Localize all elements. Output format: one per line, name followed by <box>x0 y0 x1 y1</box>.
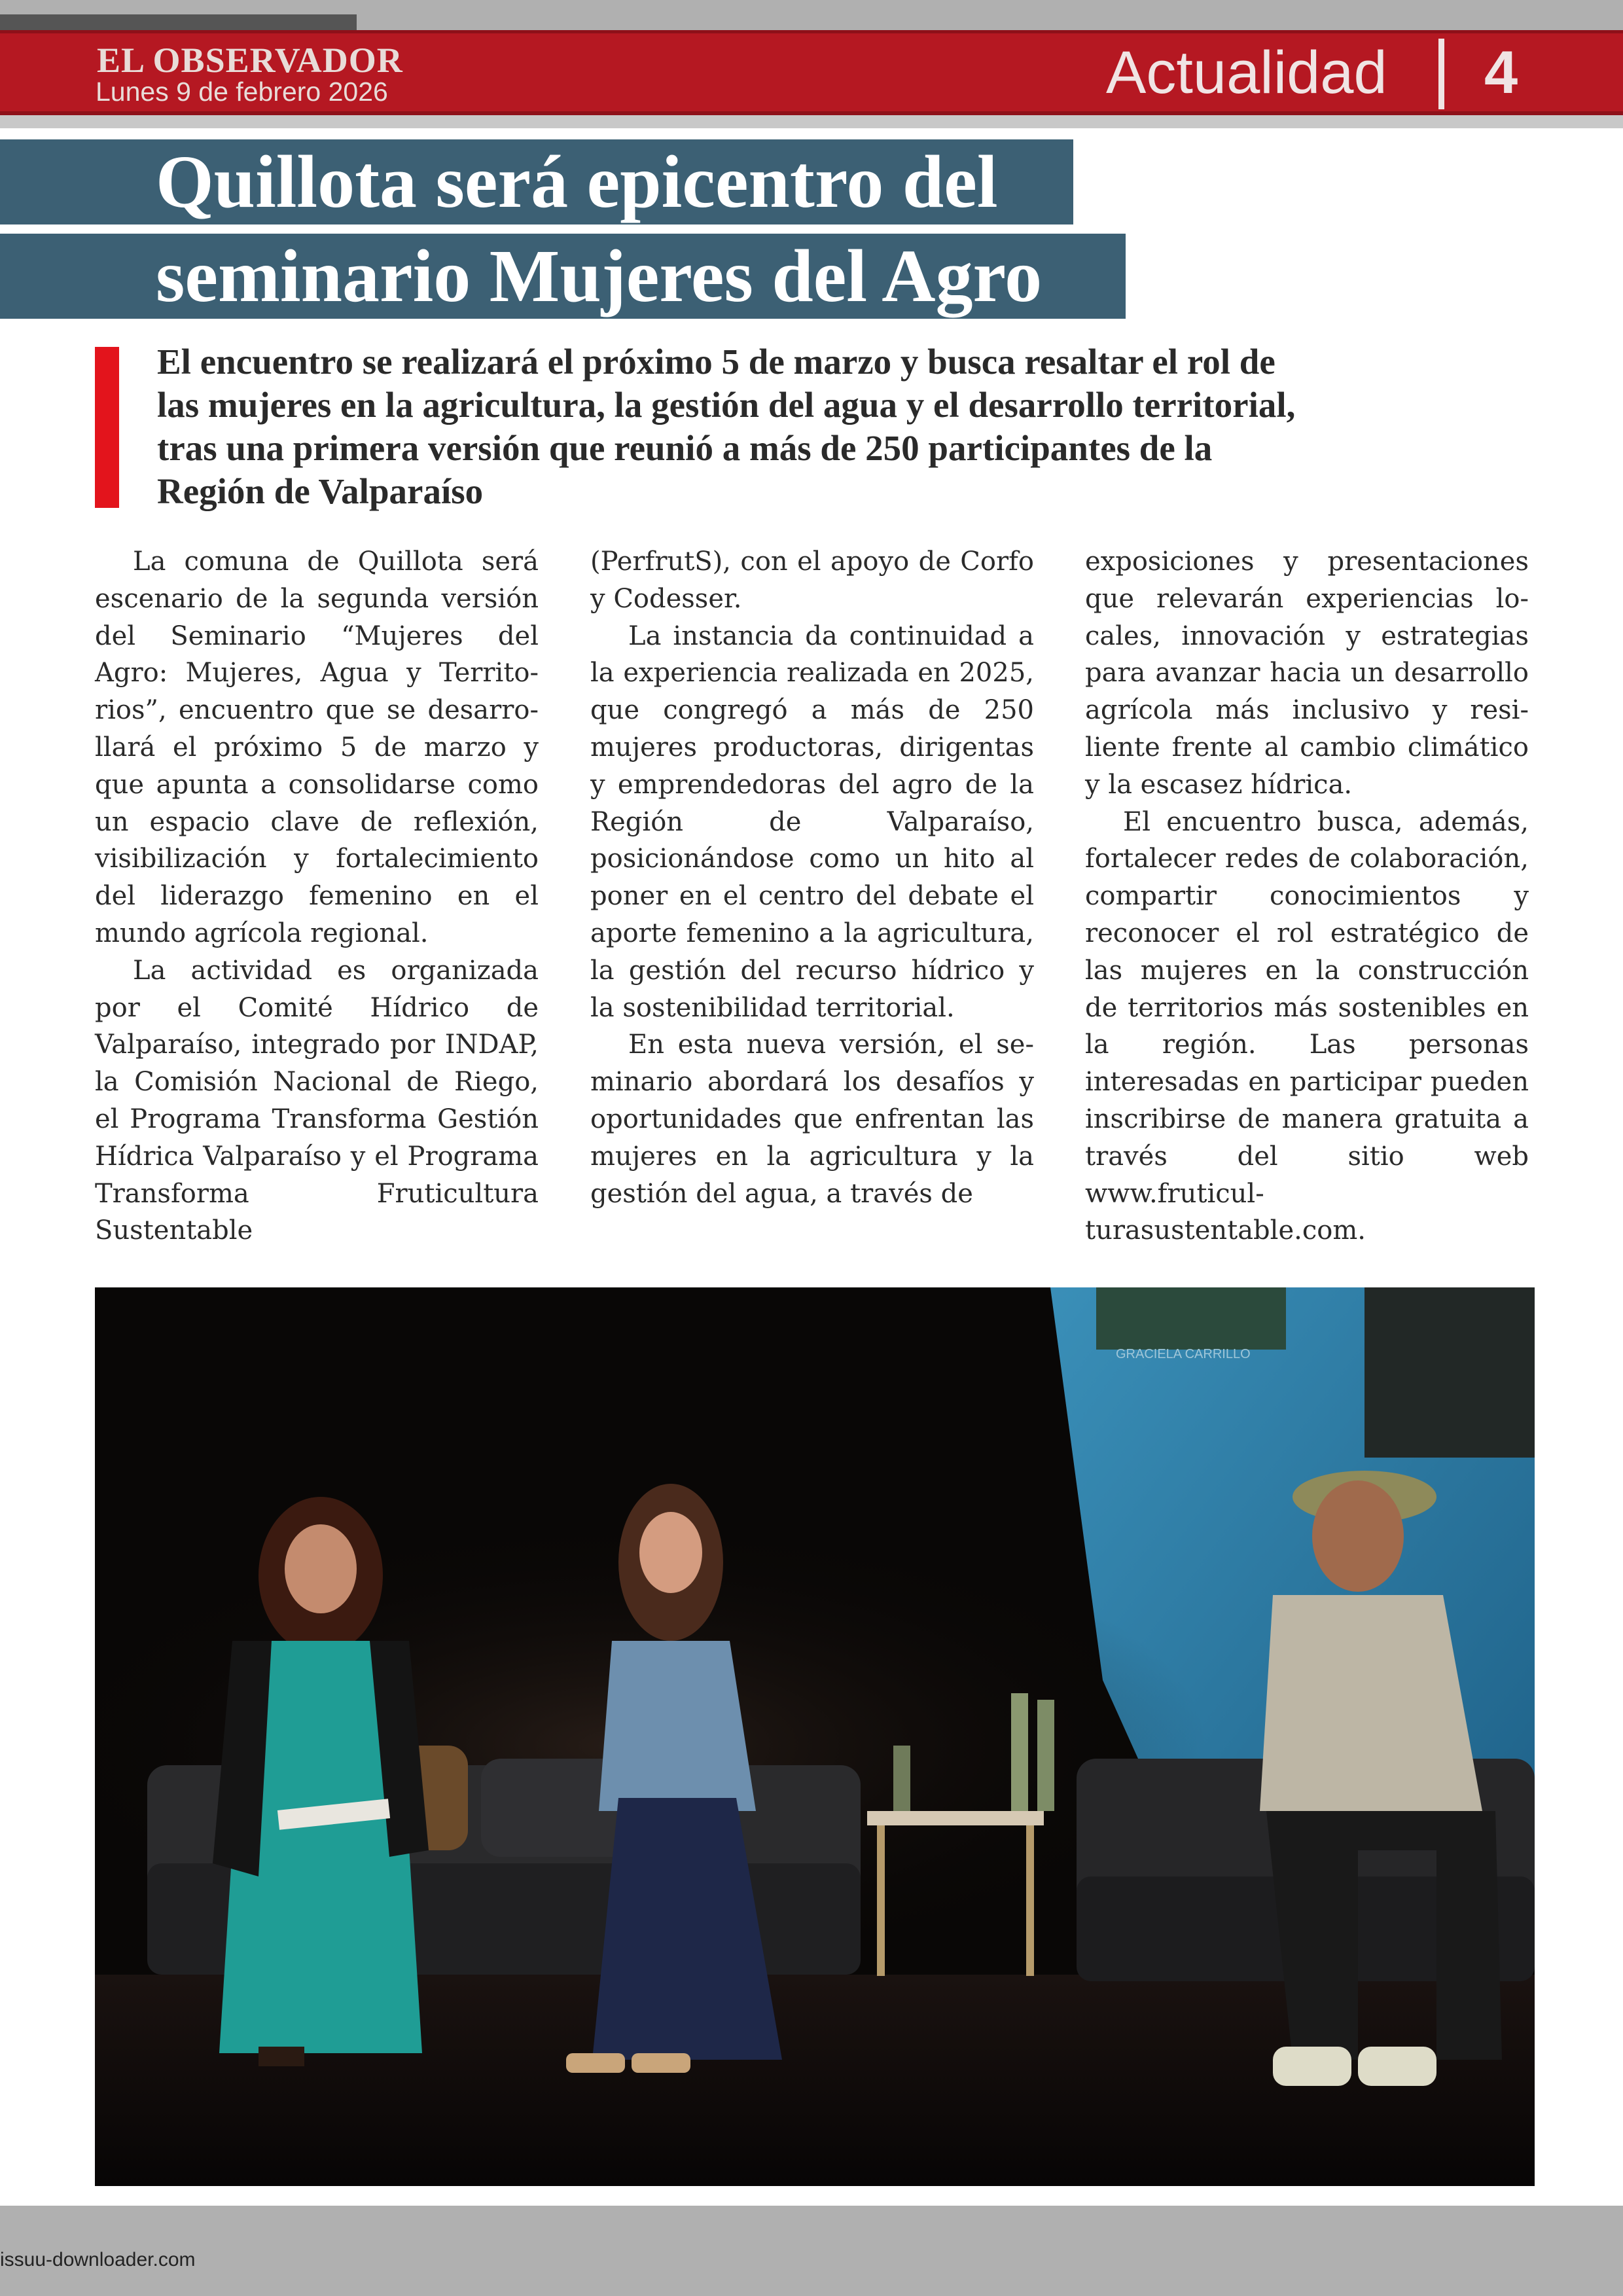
page-number: 4 <box>1484 39 1518 106</box>
article-lede: El encuentro se realizará el próximo 5 de marzo y busca resaltar el rol de las mujeres en la agricultura, la gestión del agua y el desarrollo territorial, tras una primera versión que reunió a más de 250 participantes de la Región de Valparaíso <box>157 342 1296 511</box>
watermark-text: issuu-downloader.com <box>0 2249 196 2270</box>
article-photo <box>95 1287 1535 2186</box>
screen-caption: GRACIELA CARRILLO <box>1116 1347 1251 1361</box>
masthead-shadow-band <box>0 115 1623 128</box>
article-column-3 <box>1085 543 1529 1249</box>
screen-inset-image <box>1096 1287 1286 1350</box>
headline-line-1: Quillota será epicentro del <box>156 140 998 223</box>
screen-right-image <box>1364 1287 1535 1458</box>
paragraph: (PerfrutS), con el apoyo de Corfo y Codesser. <box>590 547 1034 614</box>
paragraph: La instancia da continuidad a la experiencia realizada en 2025, que congregó a más de 250 mujeres productoras, dirigentas y emprendedoras del agro de la Región de Valparaíso, posicionándose como un hito al poner en el centro del debate el aporte femenino a la agricultura, la gestión del recurso hídrico y la sostenibilidad territorial. <box>590 620 1034 1023</box>
lede-accent-bar <box>95 347 119 508</box>
paragraph: La actividad es organizada por el Comité Hídrico de Valparaíso, integrado por INDAP, la Comisión Nacional de Riego, el Programa Transforma Gestión Hídrica Valparaíso y el Programa Transforma Fruticultura Sustentable <box>95 955 539 1246</box>
headline-line-2: seminario Mujeres del Agro <box>156 234 1043 317</box>
section-name: Actualidad <box>1106 39 1387 106</box>
paragraph: El encuentro busca, además, fortalecer redes de colaboración, compartir conocimientos y reconocer el rol estratégico de las mujeres en la construcción de territorios más sostenibles en la región. Las personas interesadas en participar pueden inscribirse de manera gratuita a través del sitio web www.fruticulturasustentable.com. <box>1085 806 1529 1246</box>
newspaper-name: EL OBSERVADOR <box>97 41 403 80</box>
bottom-gray-band <box>0 2206 1623 2296</box>
article-column-1 <box>95 543 539 1249</box>
paragraph: En esta nueva versión, el seminario abordará los desafíos y oportunidades que enfrentan las mujeres en la agricultura y la gestión del agua, a través de <box>590 1030 1034 1209</box>
issue-date: Lunes 9 de febrero 2026 <box>96 77 388 107</box>
paragraph: exposiciones y presentaciones que relevarán experiencias locales, innovación y estrategias para avanzar hacia un desarrollo agrícola más inclusivo y resiliente frente al cambio climático y la escasez hídrica. <box>1085 547 1529 800</box>
paragraph: La comuna de Quillota será escenario de la segunda versión del Seminario “Mujeres del Agro: Mujeres, Agua y Territorios”, encuentro que se desarrollará el próximo 5 de marzo y que apunta a consolidarse como un espacio clave de reflexión, visibilización y fortalecimiento del liderazgo femenino en el mundo agrícola regional. <box>95 547 539 948</box>
masthead <box>0 30 1623 115</box>
top-dark-tab <box>0 14 357 30</box>
article-column-2 <box>590 543 1034 1212</box>
masthead-divider <box>1438 39 1444 109</box>
